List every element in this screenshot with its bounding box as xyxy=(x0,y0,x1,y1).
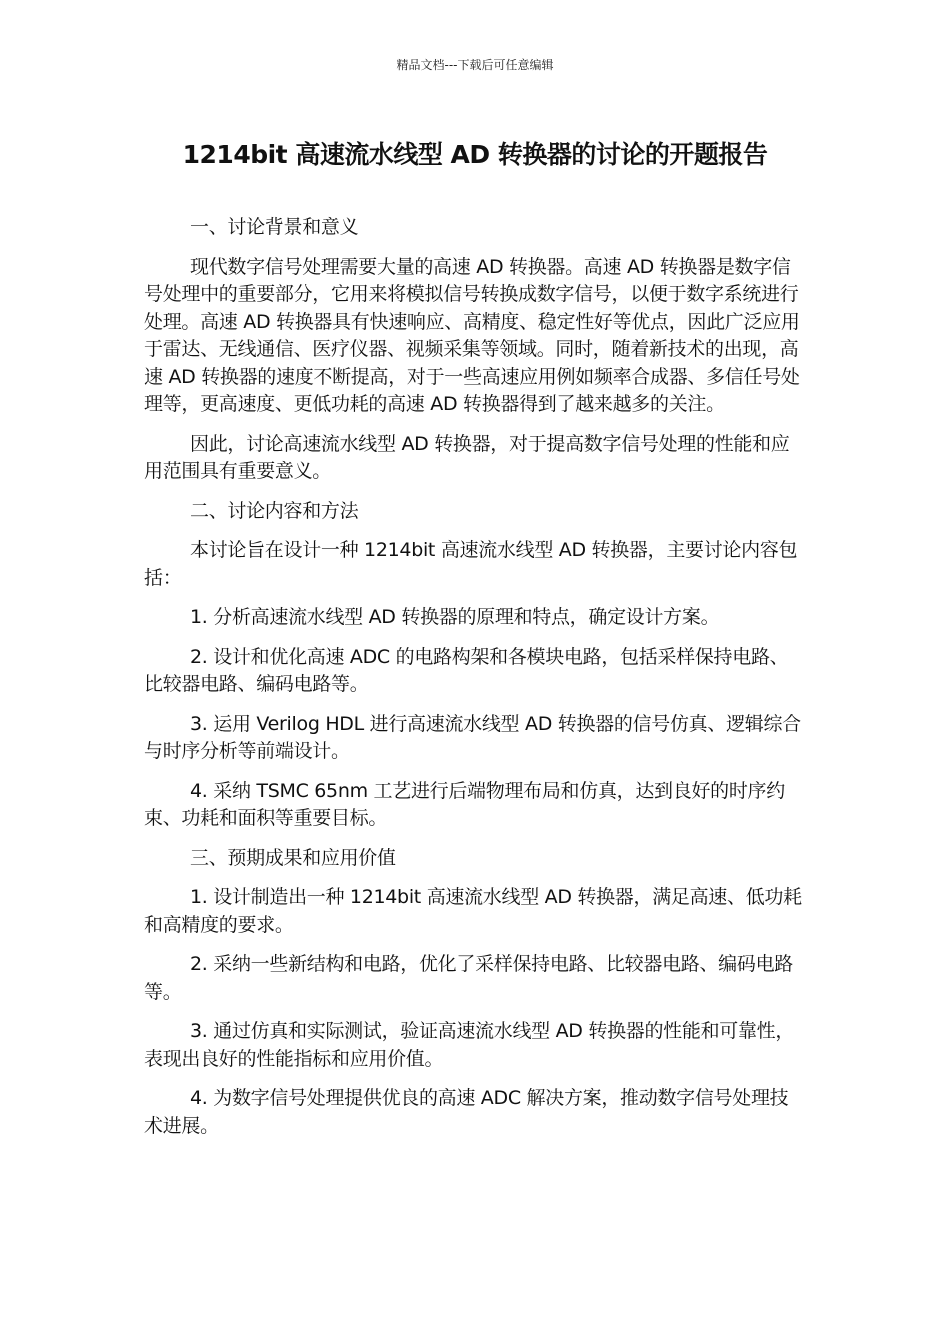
document-title: 1214bit 高速流水线型 AD 转换器的讨论的开题报告 xyxy=(182,140,768,169)
list-item-result-3: 3. 通过仿真和实际测试，验证高速流水线型 AD 转换器的性能和可靠性，表现出良好的性能指标和应用价值。 xyxy=(144,1020,795,1070)
list-item-result-1: 1. 设计制造出一种 1214bit 高速流水线型 AD 转换器，满足高速、低功耗和高精度的要求。 xyxy=(144,886,802,936)
list-item-result-2: 2. 采纳一些新结构和电路，优化了采样保持电路、比较器电路、编码电路等。 xyxy=(144,953,793,1003)
paragraph-significance: 因此，讨论高速流水线型 AD 转换器，对于提高数字信号处理的性能和应用范围具有重要意义。 xyxy=(144,432,790,482)
section-heading-background: 一、讨论背景和意义 xyxy=(190,216,359,238)
section-heading-expected-results: 三、预期成果和应用价值 xyxy=(190,846,396,869)
list-item-content-1: 1. 分析高速流水线型 AD 转换器的原理和特点，确定设计方案。 xyxy=(190,606,720,628)
list-item-content-2: 2. 设计和优化高速 ADC 的电路构架和各模块电路，包括采样保持电路、比较器电路、编码电路等。 xyxy=(144,645,789,695)
list-item-content-3: 3. 运用 Verilog HDL 进行高速流水线型 AD 转换器的信号仿真、逻辑综合与时序分析等前端设计。 xyxy=(144,712,801,762)
paragraph-content-intro: 本讨论旨在设计一种 1214bit 高速流水线型 AD 转换器，主要讨论内容包括： xyxy=(144,539,798,589)
list-item-result-4: 4. 为数字信号处理提供优良的高速 ADC 解决方案，推动数字信号处理技术进展。 xyxy=(144,1087,789,1137)
document-body xyxy=(144,214,806,1152)
list-item-content-4: 4. 采纳 TSMC 65nm 工艺进行后端物理布局和仿真，达到良好的时序约束、功耗和面积等重要目标。 xyxy=(144,779,785,829)
section-heading-content-method: 二、讨论内容和方法 xyxy=(190,499,359,522)
paragraph-background-text: 现代数字信号处理需要大量的高速 AD 转换器。高速 AD 转换器是数字信号处理中的重要部分，它用来将模拟信号转换成数字信号，以便于数字系统进行处理。高速 AD 转换器具有快速响应、高精度、稳定性好等优点，因此广泛应用于雷达、无线通信、医疗仪器、视频采集等领域。同时，随着新技术的出现，高速 AD 转换器的速度不断提高，对于一些高速应用例如频率合成器、多信任号处理等，更高速度、更低功耗的高速 AD 转换器得到了越来越多的关注。 xyxy=(144,255,800,415)
page-header: 精品文档---下载后可任意编辑 xyxy=(396,58,554,72)
